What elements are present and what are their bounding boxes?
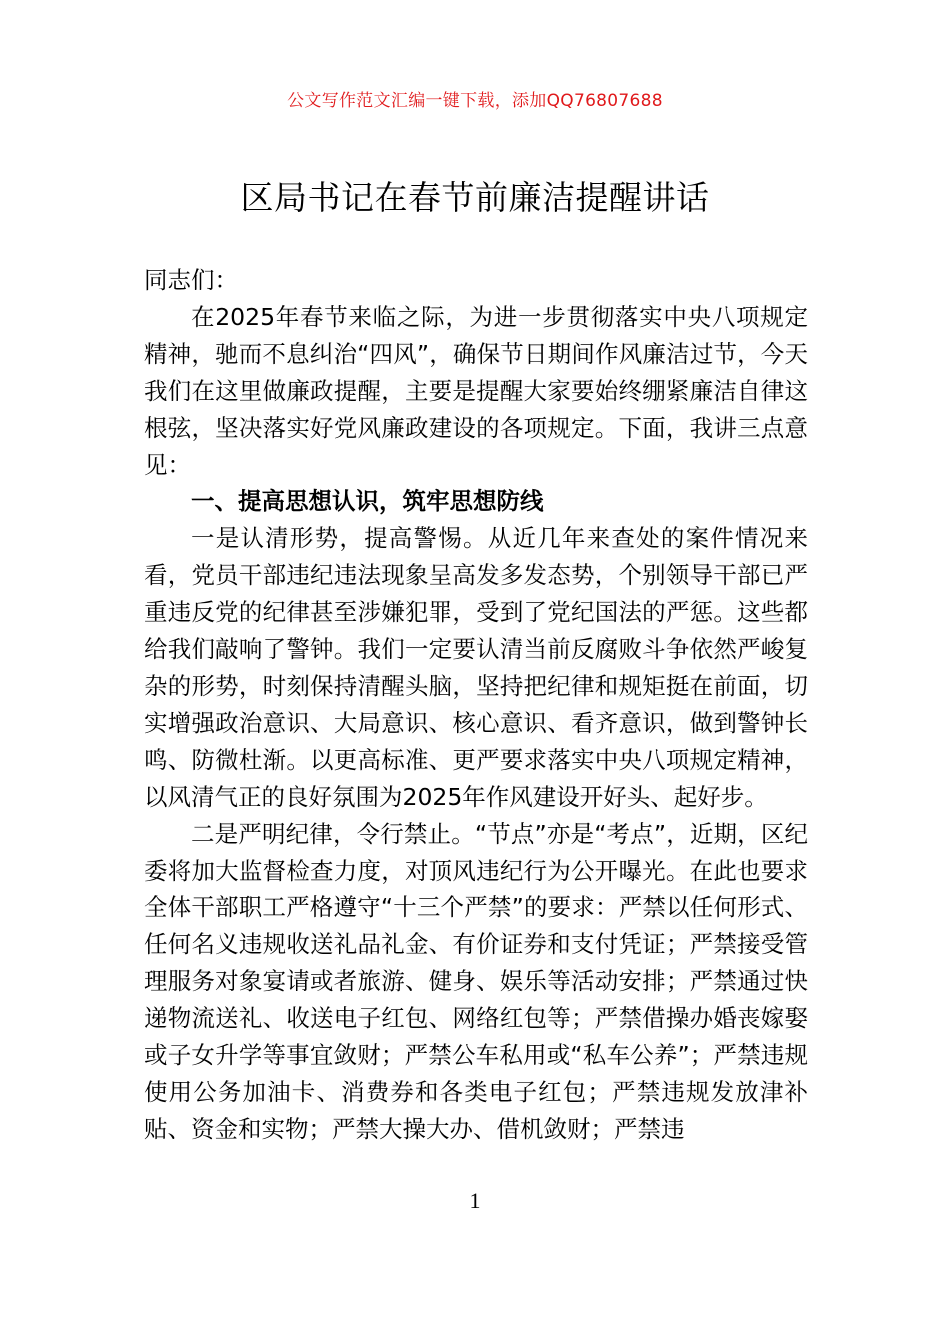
page-number: 1 bbox=[469, 1188, 481, 1213]
body-paragraph: 一是认清形势，提高警惕。从近几年来查处的案件情况来看，党员干部违纪违法现象呈高发多发态势，个别领导干部已严重违反党的纪律甚至涉嫌犯罪，受到了党纪国法的严惩。这些都给我们敲响了警钟。我们一定要认清当前反腐败斗争依然严峻复杂的形势，时刻保持清醒头脑，坚持把纪律和规矩挺在前面，切实增强政治意识、大局意识、核心意识、看齐意识，做到警钟长鸣、防微杜渐。以更高标准、更严要求落实中央八项规定精神，以风清气正的良好氛围为2025年作风建设开好头、起好步。 bbox=[144, 524, 808, 811]
header-download-note: 公文写作范文汇编一键下载，添加QQ76807688 bbox=[287, 91, 663, 111]
document-title: 区局书记在春节前廉洁提醒讲话 bbox=[240, 178, 710, 217]
section-heading: 一、提高思想认识，筑牢思想防线 bbox=[191, 487, 544, 516]
intro-paragraph: 在2025年春节来临之际，为进一步贯彻落实中央八项规定精神，驰而不息纠治“四风”，确保节日期间作风廉洁过节，今天我们在这里做廉政提醒，主要是提醒大家要始终绷紧廉洁自律这根弦，坚决落实好党风廉政建设的各项规定。下面，我讲三点意见： bbox=[144, 302, 808, 479]
salutation: 同志们： bbox=[144, 266, 238, 294]
document-body bbox=[144, 262, 808, 1148]
body-paragraph: 二是严明纪律，令行禁止。“节点”亦是“考点”，近期，区纪委将加大监督检查力度，对顶风违纪行为公开曝光。在此也要求全体干部职工严格遵守“十三个严禁”的要求：严禁以任何形式、任何名义违规收送礼品礼金、有价证券和支付凭证；严禁接受管理服务对象宴请或者旅游、健身、娱乐等活动安排；严禁通过快递物流送礼、收送电子红包、网络红包等；严禁借操办婚丧嫁娶或子女升学等事宜敛财；严禁公车私用或“私车公养”；严禁违规使用公务加油卡、消费券和各类电子红包；严禁违规发放津补贴、资金和实物；严禁大操大办、借机敛财；严禁违 bbox=[144, 819, 808, 1143]
